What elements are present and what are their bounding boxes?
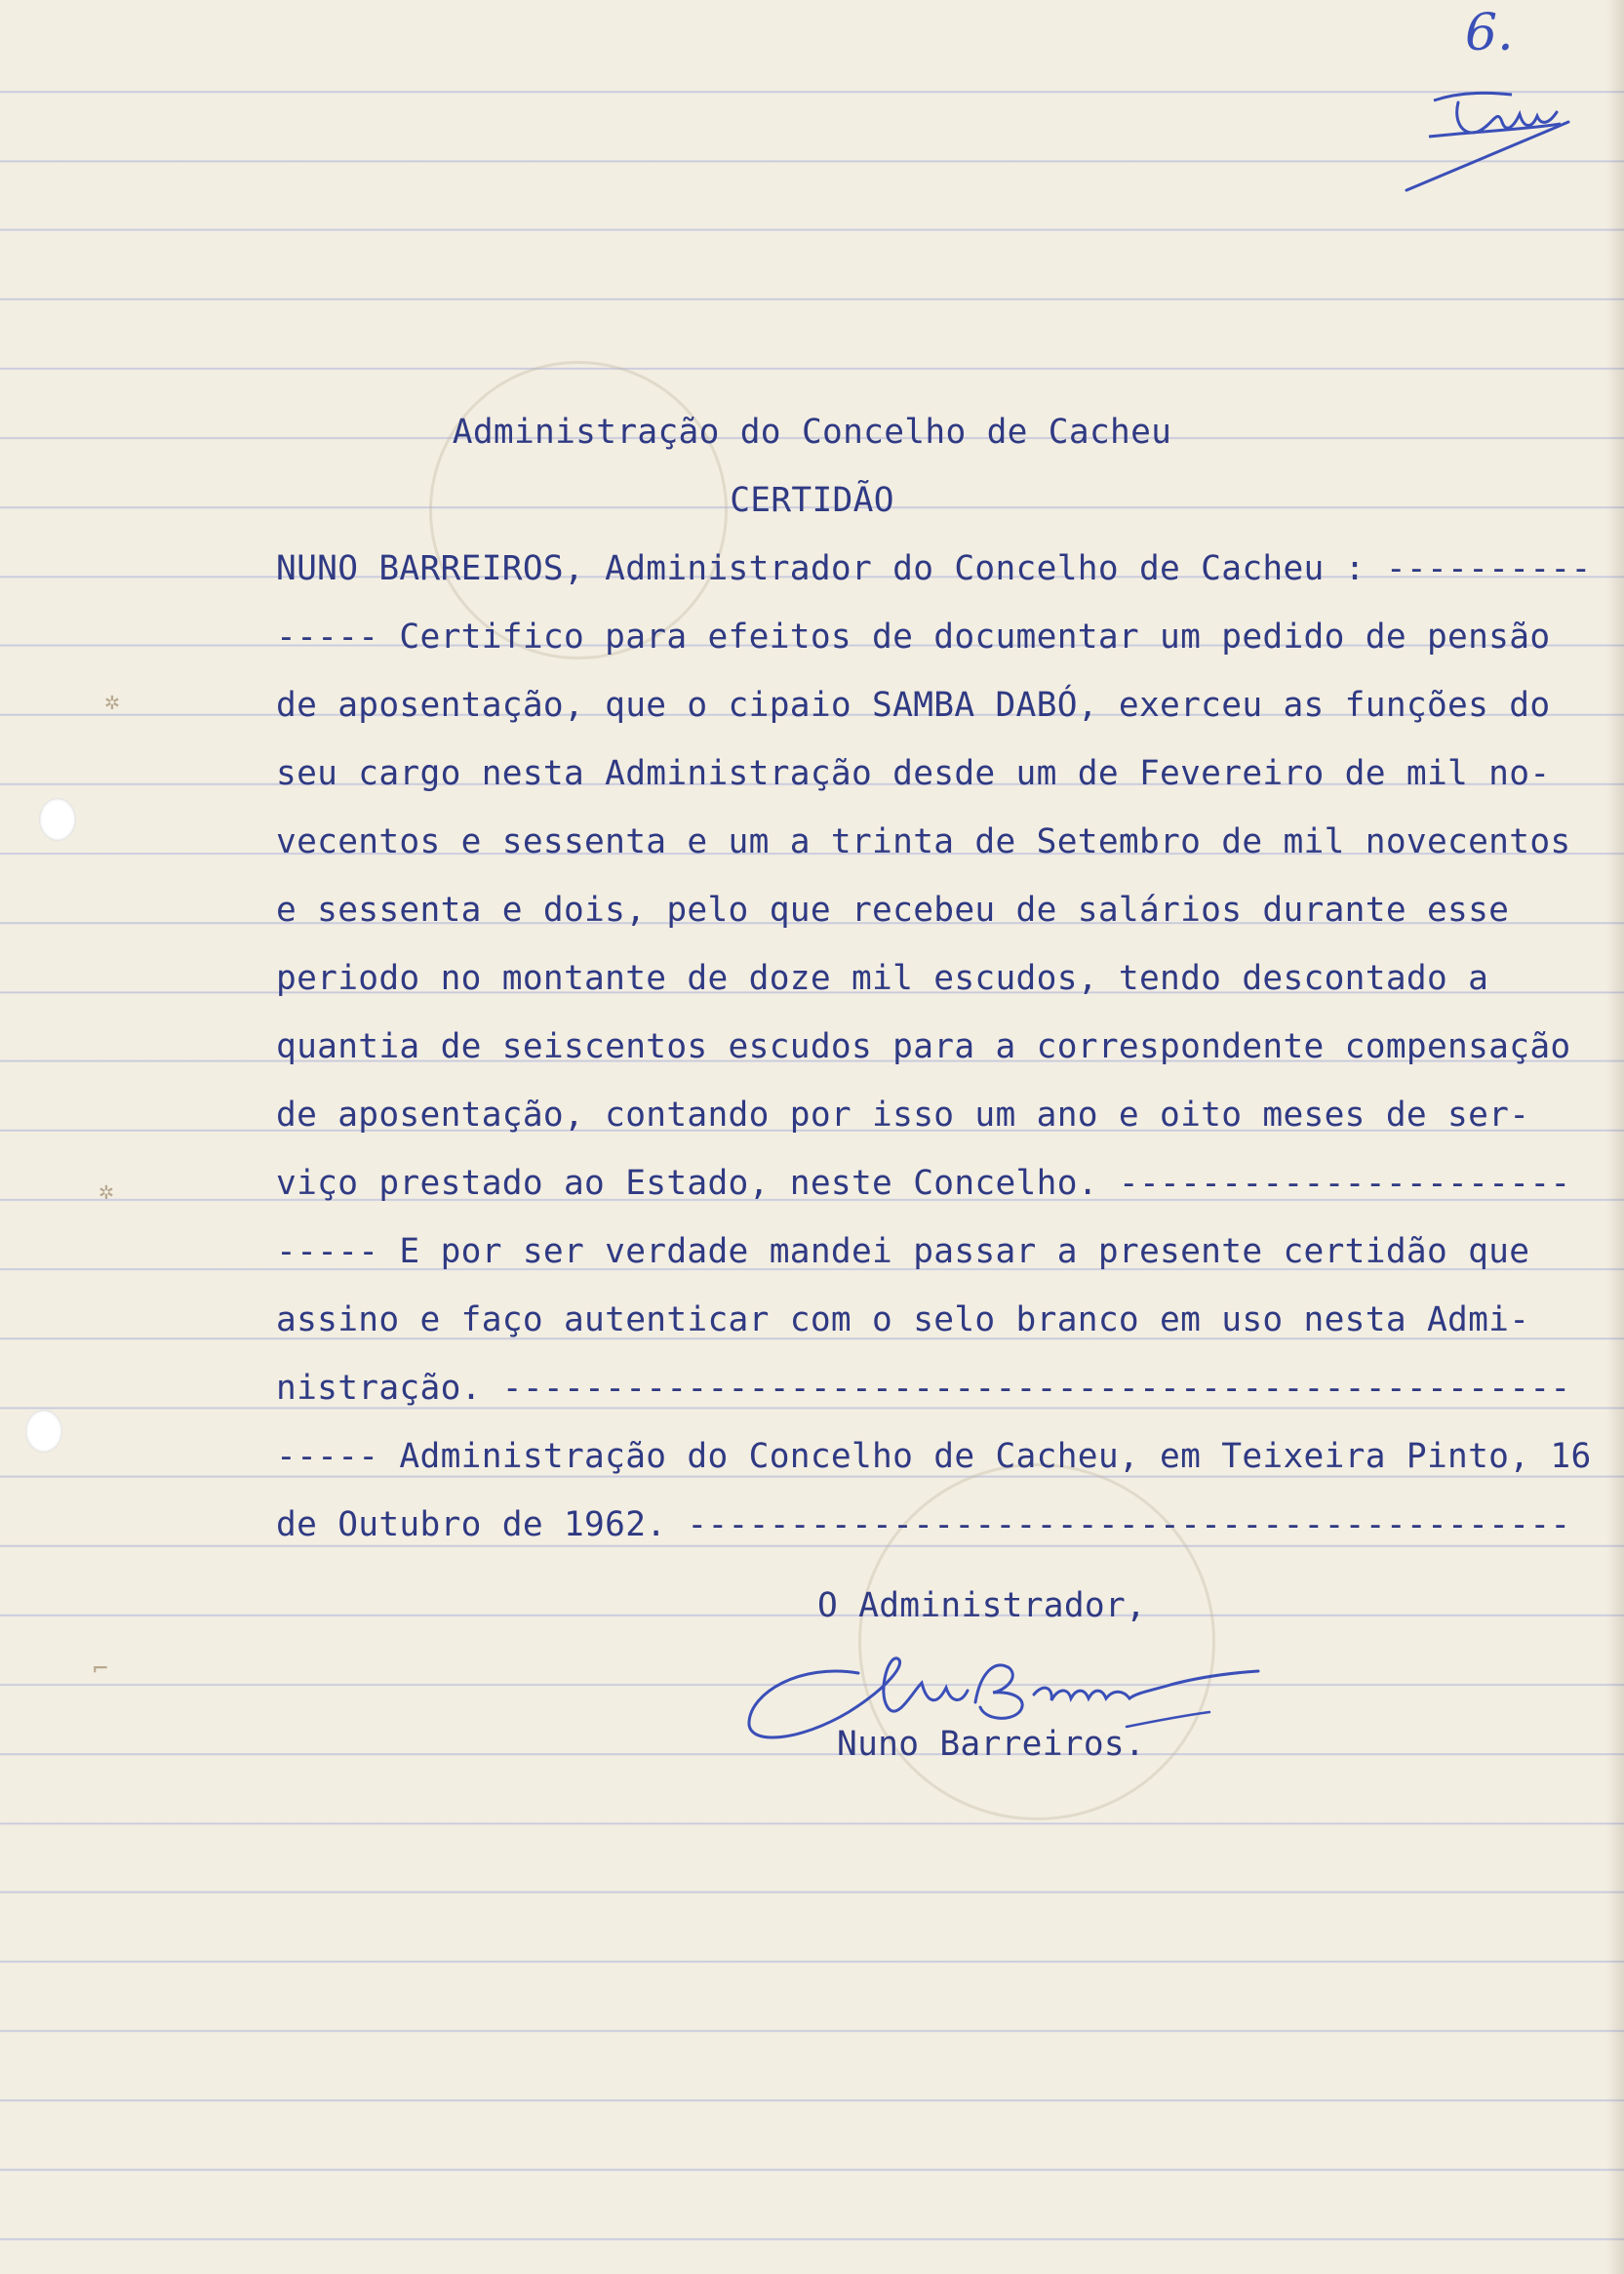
document-title: CERTIDÃO (730, 481, 894, 520)
punch-hole-top (39, 798, 76, 841)
body-line: seu cargo nesta Administração desde um de Fevereiro de mil no- (276, 754, 1551, 793)
signatory-name: Nuno Barreiros. (837, 1725, 1146, 1764)
body-line: NUNO BARREIROS, Administrador do Concelho de Cacheu : ---------- (276, 549, 1592, 588)
body-line: ----- Administração do Concelho de Cacheu, em Teixeira Pinto, 16 (276, 1437, 1592, 1476)
page-number: 6. (1465, 4, 1514, 62)
rust-mark: ✲ (104, 687, 120, 716)
body-line: vecentos e sessenta e um a trinta de Setembro de mil novecentos (276, 822, 1571, 861)
rust-mark: ⌐ (93, 1655, 108, 1684)
body-line: viço prestado ao Estado, neste Concelho. ---------------------- (276, 1164, 1571, 1203)
body-line: de Outubro de 1962. ------------------------------------------- (276, 1505, 1571, 1544)
body-line: ----- E por ser verdade mandei passar a presente certidão que (276, 1232, 1530, 1271)
closing-text: O Administrador, (817, 1586, 1147, 1625)
rust-mark: ✲ (99, 1177, 114, 1206)
paper-edge-shadow (1606, 0, 1624, 2274)
body-line: e sessenta e dois, pelo que recebeu de salários durante esse (276, 891, 1510, 930)
body-line: assino e faço autenticar com o selo branco em uso nesta Admi- (276, 1300, 1530, 1339)
handwritten-initials (1405, 54, 1590, 200)
body-line: de aposentação, que o cipaio SAMBA DABÓ, exerceu as funções do (276, 686, 1551, 725)
body-line: quantia de seiscentos escudos para a correspondente compensação (276, 1027, 1571, 1066)
punch-hole-bottom (25, 1410, 62, 1453)
body-line: periodo no montante de doze mil escudos, tendo descontado a (276, 959, 1489, 998)
body-line: de aposentação, contando por isso um ano e oito meses de ser- (276, 1096, 1530, 1135)
document-heading: Administração do Concelho de Cacheu (452, 413, 1172, 452)
body-line: ----- Certifico para efeitos de documentar um pedido de pensão (276, 618, 1551, 657)
body-line: nistração. ---------------------------------------------------- (276, 1369, 1571, 1408)
